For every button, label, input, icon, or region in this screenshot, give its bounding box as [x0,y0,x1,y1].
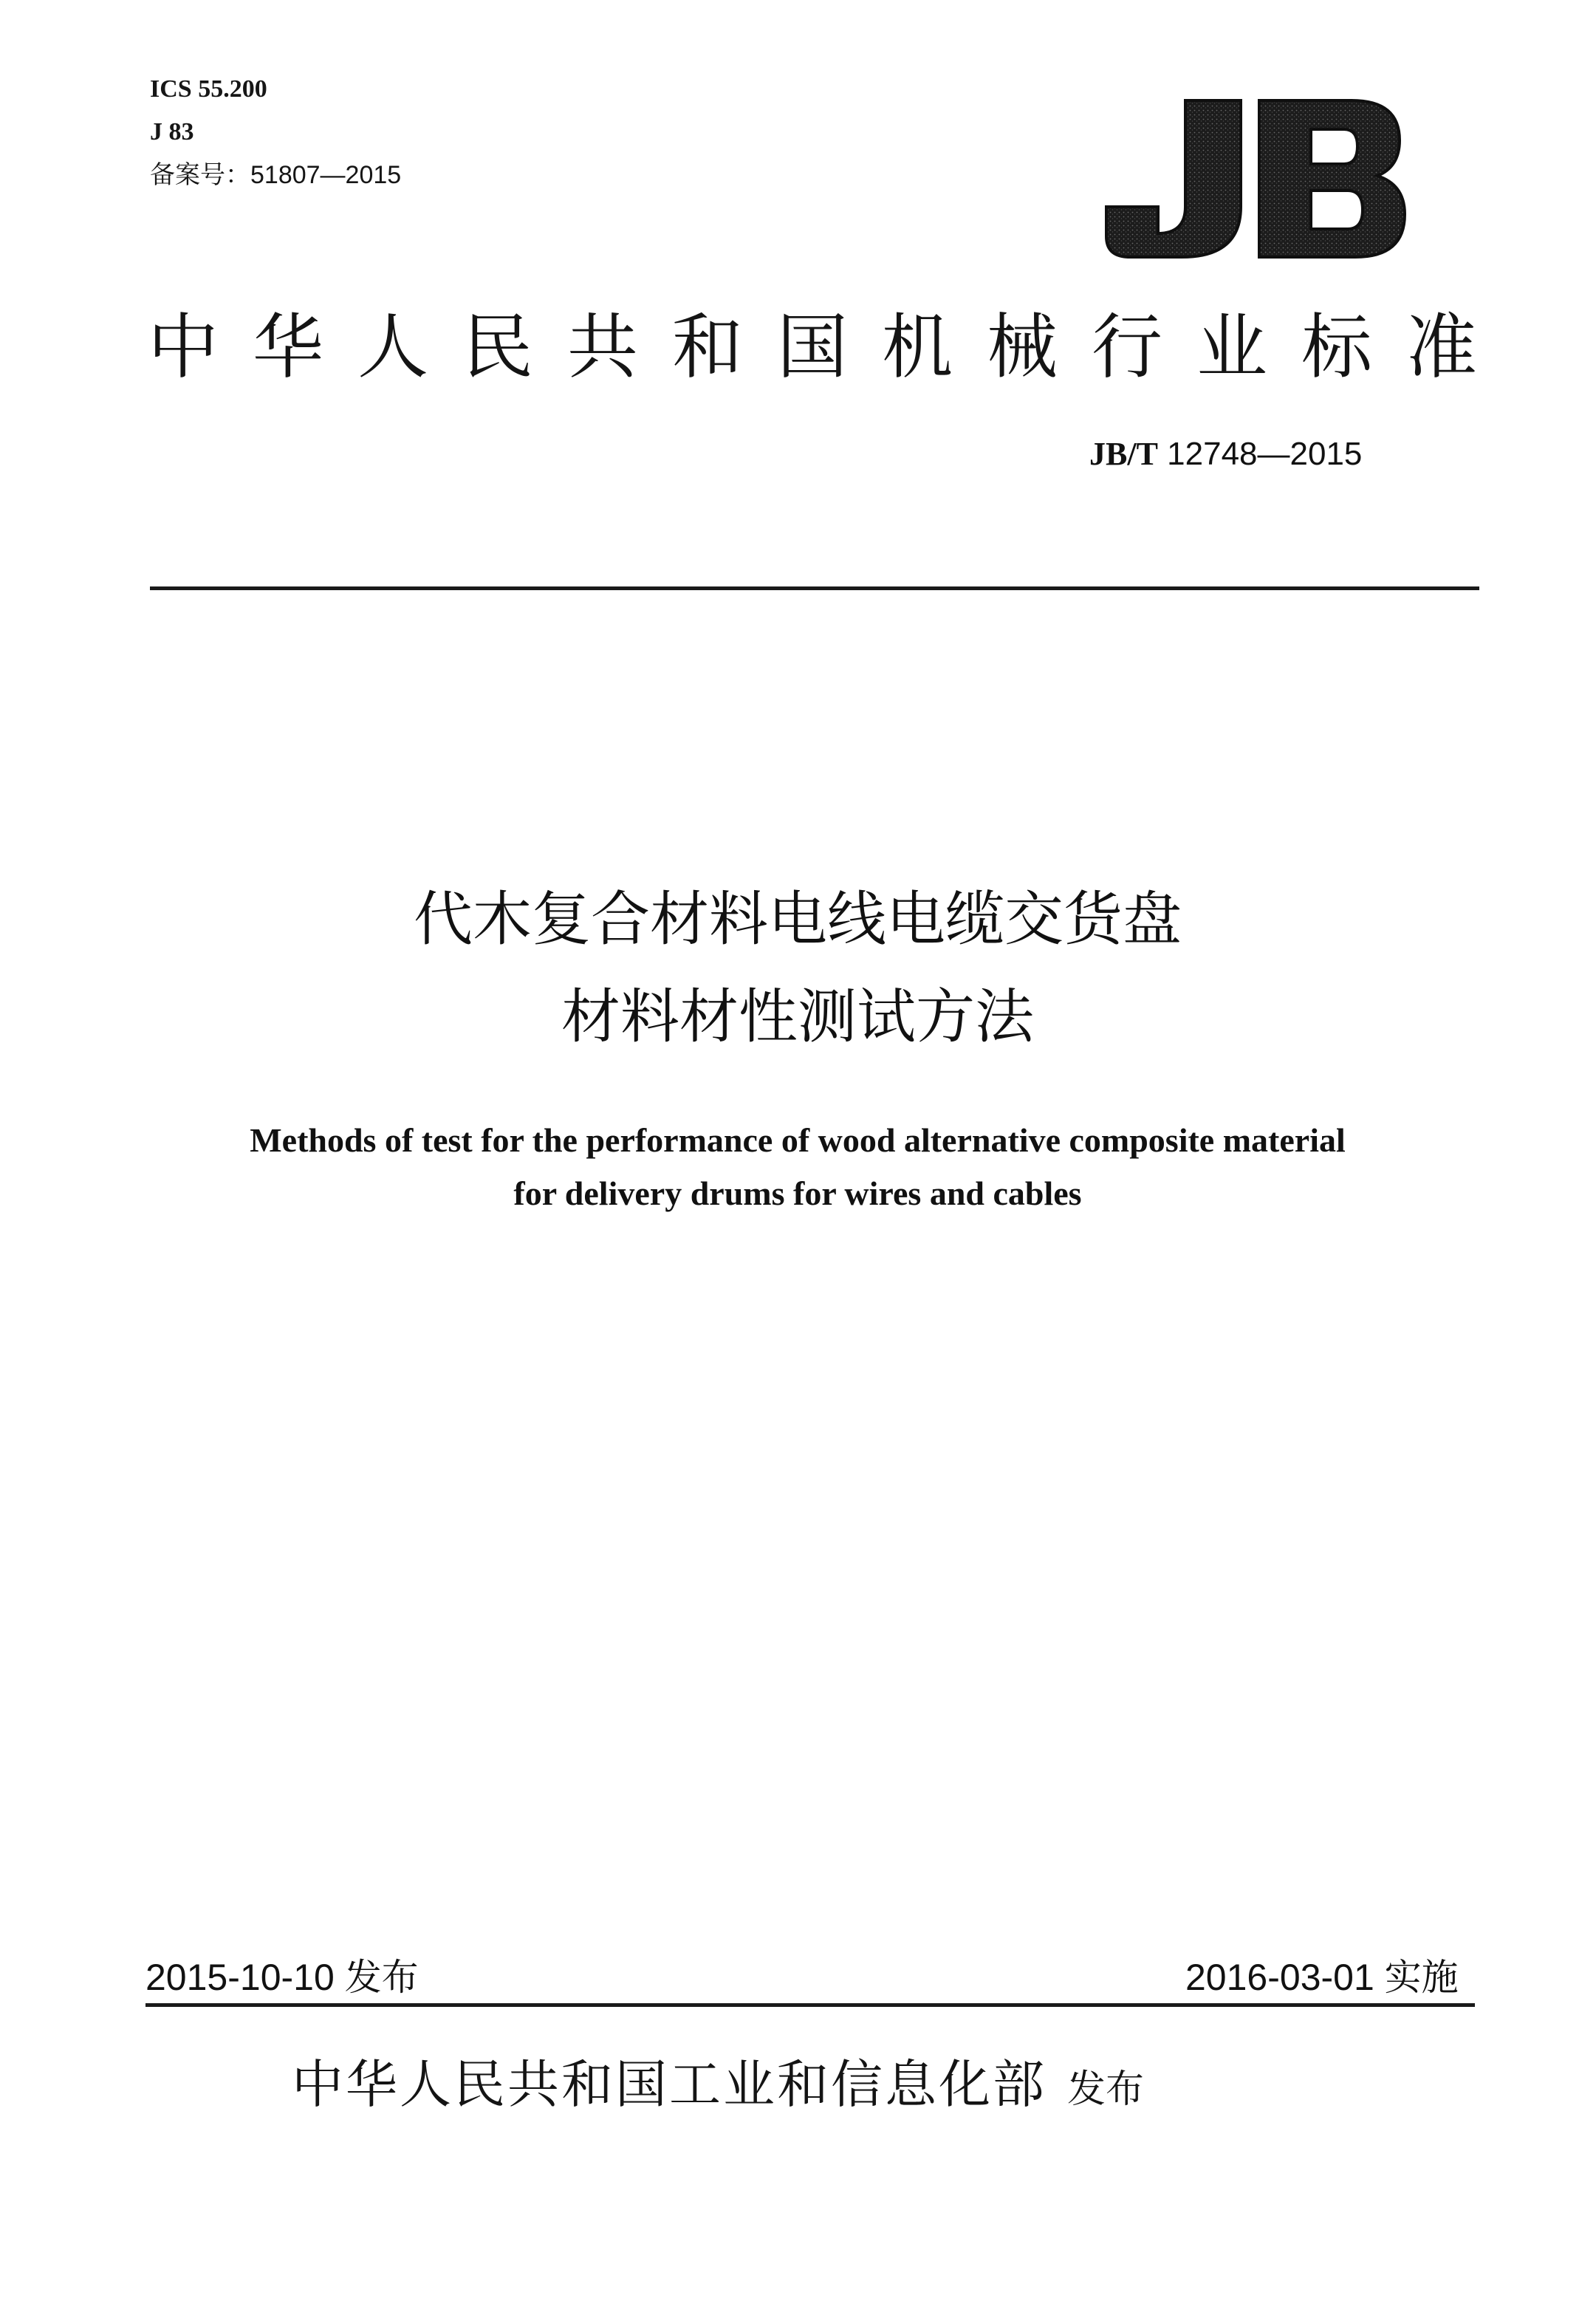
title-cn-line1: 代木复合材料电线电缆交货盘 [414,885,1182,954]
implementation-date: 2016-03-01 实施 [1185,1957,1459,1998]
jb-logo [1100,96,1411,262]
filing-number: 备案号：51807—2015 [150,161,402,189]
publisher-org: 中华人民共和国工业和信息化部 [292,2054,1047,2115]
standard-number [1089,432,1362,476]
ics-code: ICS 55.200 [150,75,267,103]
publisher [292,2040,1144,2129]
ccs-code: J 83 [150,118,194,146]
issue-date: 2015-10-10 发布 [145,1957,419,1998]
title-en-line1: Methods of test for the performance of wood alternative composite material [250,1121,1346,1159]
publisher-action: 发布 [1067,2067,1145,2112]
bottom-divider [145,2003,1475,2007]
title-cn-line2: 材料材性测试方法 [561,982,1034,1051]
title-en-line2: for delivery drums for wires and cables [513,1174,1082,1212]
issuer-title: 中华人民共和国机械行业标准 [148,306,1511,389]
top-divider [150,586,1479,590]
standard-code: 12748—2015 [1167,436,1363,472]
standard-prefix: JB/T [1089,436,1158,472]
